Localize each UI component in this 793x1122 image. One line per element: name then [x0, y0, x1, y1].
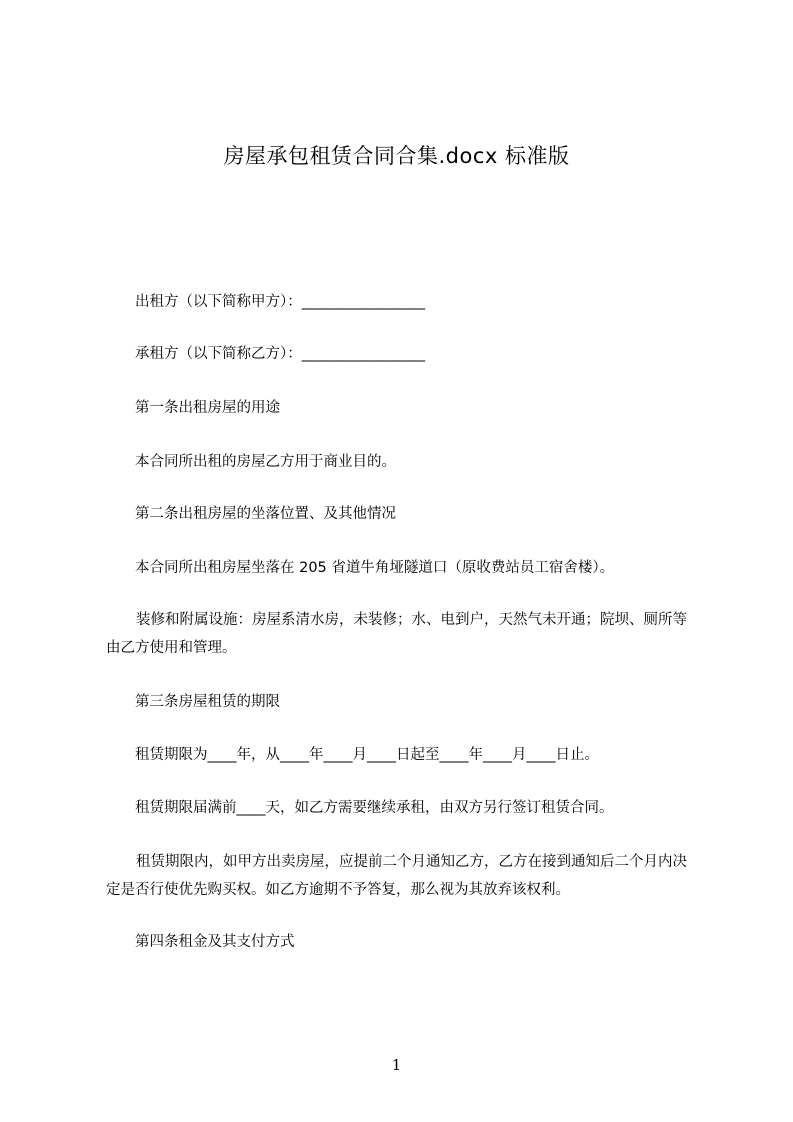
page-number: 1	[391, 1056, 402, 1074]
lessee-line	[106, 340, 725, 368]
article3-term: 租赁期限为____年，从____年____月____日起至____年____月____日止。	[135, 747, 599, 763]
article3-heading: 第三条房屋租赁的期限	[135, 694, 280, 710]
article2-heading: 第二条出租房屋的坐落位置、及其他情况	[135, 506, 396, 522]
article3-renewal: 租赁期限届满前____天，如乙方需要继续承租，由双方另行签订租赁合同。	[135, 800, 614, 816]
article1-text: 本合同所出租的房屋乙方用于商业目的。	[135, 454, 396, 470]
lessor-blank: _________________	[301, 294, 425, 310]
lessor-line	[106, 288, 725, 316]
lessor-label: 出租方（以下简称甲方）：	[135, 294, 302, 310]
article4-heading: 第四条租金及其支付方式	[135, 934, 295, 950]
lessee-blank: _________________	[301, 346, 425, 362]
article1-heading: 第一条出租房屋的用途	[135, 400, 280, 416]
article2-location: 本合同所出租房屋坐落在 205 省道牛角垭隧道口（原收费站员工宿舍楼）。	[135, 560, 615, 576]
document-title: 房屋承包租赁合同合集.docx 标准版	[223, 144, 570, 168]
article2-facilities: 装修和附属设施：房屋系清水房，未装修；水、电到户，天然气未开通；院坝、厕所等由乙方使用和管理。	[106, 612, 687, 656]
article3-preemption: 租赁期限内，如甲方出卖房屋，应提前二个月通知乙方，乙方在接到通知后二个月内决定是否行使优先购买权。如乙方逾期不予答复，那么视为其放弃该权利。	[106, 854, 687, 898]
lessee-label: 承租方（以下简称乙方）：	[135, 346, 302, 362]
